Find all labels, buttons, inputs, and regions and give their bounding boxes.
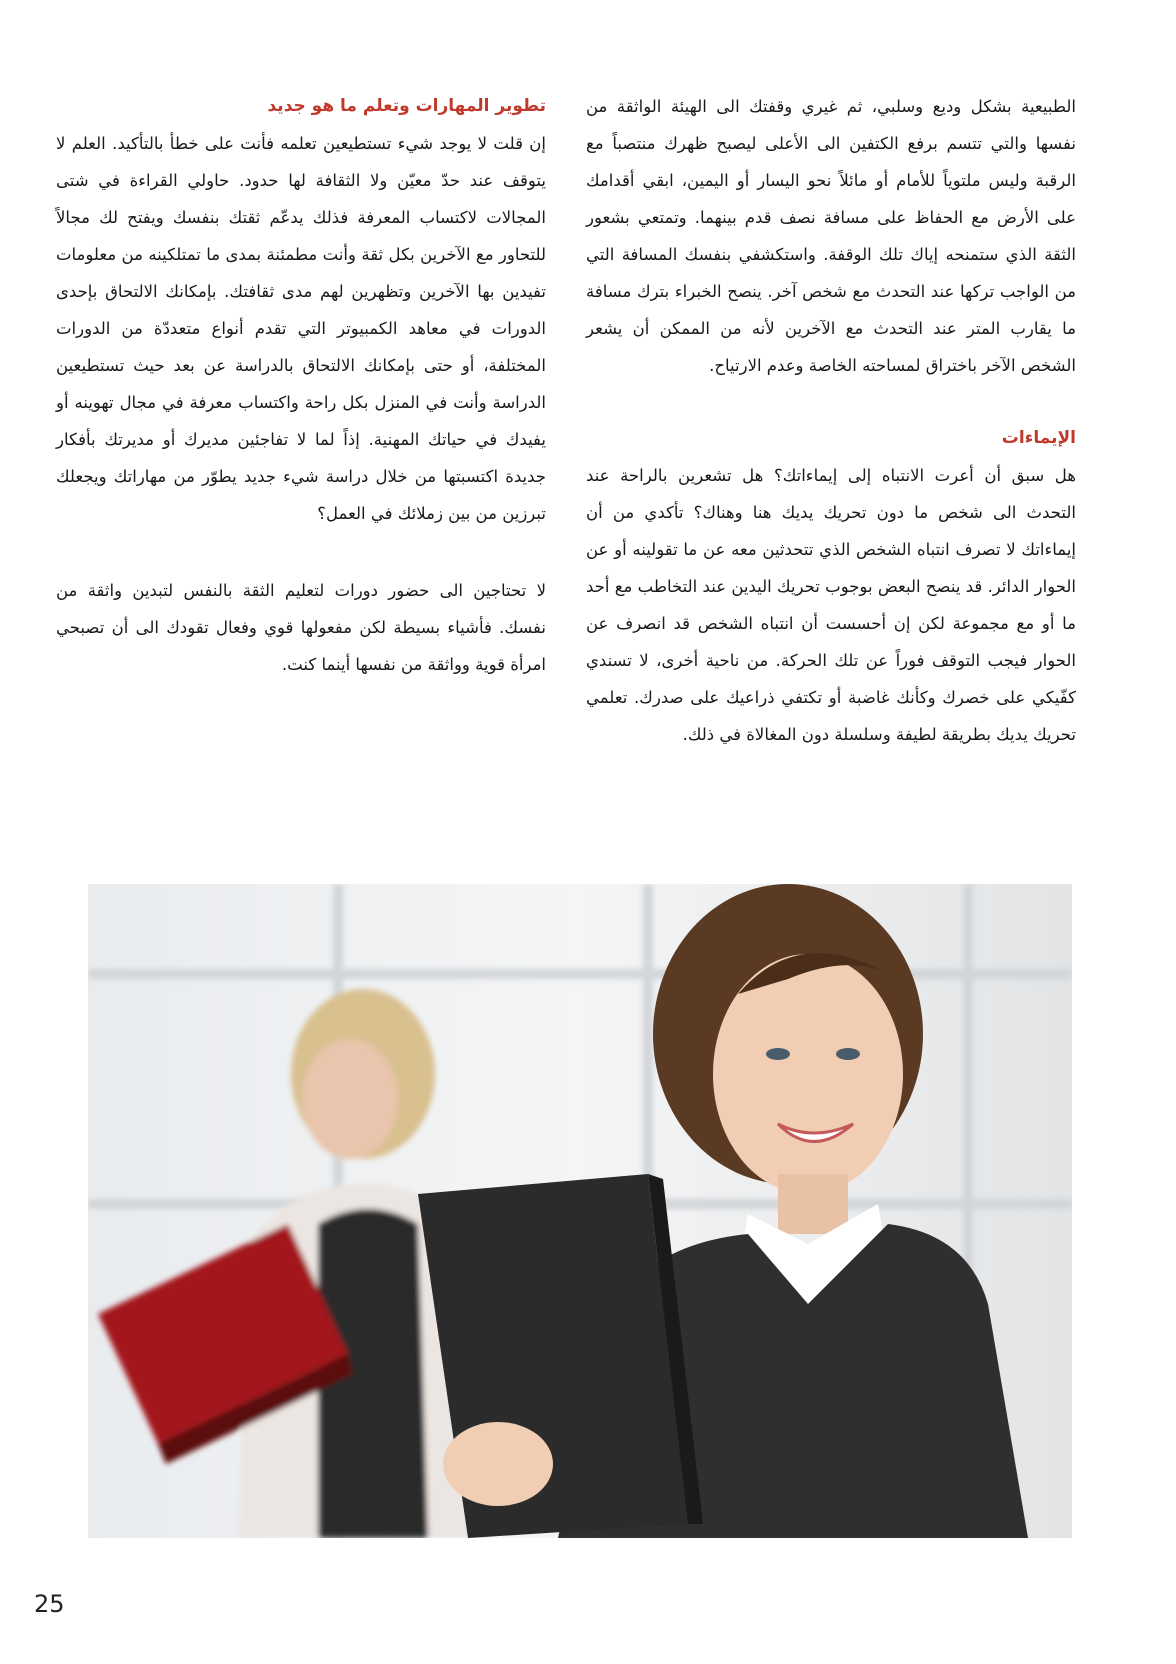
right-column (586, 88, 1076, 753)
left-paragraph-1: إن قلت لا يوجد شيء تستطيعين تعلمه فأنت على خطأ بالتأكيد. العلم لا يتوقف عند حدّ معيّن ولا الثقافة لها حدود. حاولي القراءة في شتى المجالات لاكتساب المعرفة فذلك يدعّم ثقتك بنفسك ويفتح لك مجالاً للتحاور مع الآخرين بكل ثقة وأنت مطمئنة بمدى ما تمتلكينه من معلومات تفيدين بها الآخرين وتظهرين لهم مدى ثقافتك. بإمكانك الالتحاق بإحدى الدورات في معاهد الكمبيوتر التي تقدم أنواع متعددّة من الدورات المختلفة، أو حتى بإمكانك الالتحاق بالدراسة عن بعد حيث تستطيعين الدراسة وأنت في المنزل بكل راحة واكتساب معرفة في مجال تهوينه أو يفيدك في حياتك المهنية. إذاً لما لا تفاجئين مديرك أو مديرتك بأفكار جديدة اكتسبتها من خلال دراسة شيء جديد يطوّر من مهاراتك ويجعلك تبرزين من بين زملائك في العمل؟ (56, 134, 546, 523)
skills-heading: تطوير المهارات وتعلم ما هو جديد (267, 96, 546, 116)
right-paragraph-2: هل سبق أن أعرت الانتباه إلى إيماءاتك؟ هل تشعرين بالراحة عند التحدث الى شخص ما دون تحريك يديك هنا وهناك؟ تأكدي من أن إيماءاتك لا تصرف انتباه الشخص الذي تتحدثين معه عن ما تقولينه أو عن الحوار الدائر. قد ينصح البعض بوجوب تحريك اليدين عند التخاطب مع أحد ما أو مع مجموعة لكن إن أحسست أن انتباه الشخص قد انصرف عن الحوار فيجب التوقف فوراً عن تلك الحركة. من ناحية أخرى، لا تسندي كفّيكي على خصرك وكأنك غاضبة أو تكتفي ذراعيك على صدرك. تعلمي تحريك يديك بطريقة لطيفة وسلسلة دون المغالاة في ذلك. (586, 466, 1076, 744)
businesswomen-photo (88, 884, 1072, 1538)
gestures-heading: الإيماءات (1001, 428, 1076, 448)
page-number: 25 (34, 1590, 65, 1618)
left-column (56, 88, 546, 683)
left-paragraph-2: لا تحتاجين الى حضور دورات لتعليم الثقة بالنفس لتبدين واثقة من نفسك. فأشياء بسيطة لكن مفعولها قوي وفعال تقودك الى أن تصبحي امرأة قوية وواثقة من نفسها أينما كنت. (56, 581, 546, 674)
right-paragraph-1: الطبيعية بشكل وديع وسلبي، ثم غيري وقفتك الى الهيئة الواثقة من نفسها والتي تتسم برفع الكتفين الى الأعلى ليصبح ظهرك منتصباً مع الرقبة وليس ملتوياً للأمام أو مائلاً نحو اليسار أو اليمين، ابقي أقدامك على الأرض مع الحفاظ على مسافة نصف قدم بينهما. وتمتعي بشعور الثقة الذي ستمنحه إياك تلك الوقفة. واستكشفي بنفسك المسافة التي من الواجب تركها عند التحدث مع شخص آخر. ينصح الخبراء بترك مسافة ما يقارب المتر عند التحدث مع الآخرين لأنه من الممكن أن يشعر الشخص الآخر باختراق لمساحته الخاصة وعدم الارتياح. (586, 97, 1076, 375)
